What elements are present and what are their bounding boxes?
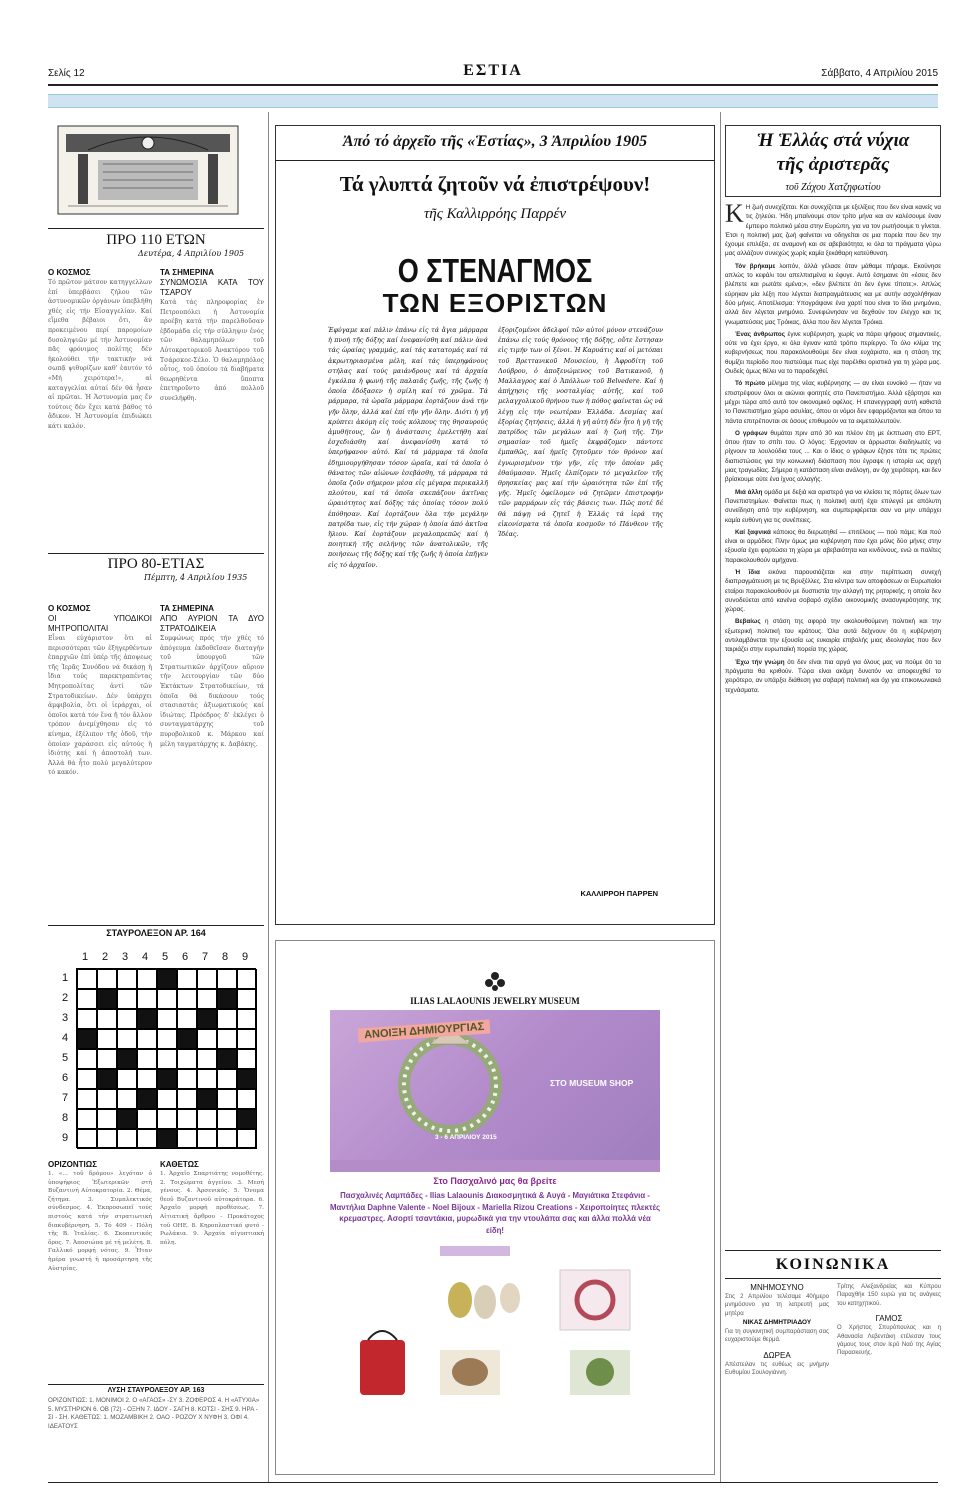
paragraph: μέλημα της νέας κυβέρνησης — αν είναι ευνοϊκό — ήταν να επιστρέψουν όλοι οι αιώνιοι φοιτητές στο Πανεπιστήμιο. [725, 380, 941, 397]
advert-dates: 3 - 6 ΑΠΡΙΛΙΟΥ 2015 [435, 1134, 497, 1141]
poster-title-1: Ο ΣΤΕΝΑΓΜΟΣ [397, 252, 593, 289]
footer-rule [48, 1482, 938, 1483]
lead-in: Έχω τήν γνώμη [735, 658, 785, 666]
crossword-column-number: 7 [202, 951, 209, 963]
lead-in: Τόν βρήκαμε [735, 262, 776, 270]
lead-in: Ένας άνθρωπος [735, 330, 786, 338]
across-head: ΟΡΙΖΟΝΤΙΩΣ [48, 1160, 97, 1169]
paragraph: λοιπόν, άλλά γέλασε όταν μάθαμε πήραμε. Εκούνησε απλώς το κεφάλι του απελπισμένα κι έφυγε. [725, 262, 941, 280]
crossword-column-number: 5 [162, 951, 169, 963]
crossword [48, 950, 264, 1156]
opinion-title-1: Ἡ Ἑλλάς στά νύχια [756, 130, 910, 151]
advert-strip [330, 1160, 660, 1172]
history-box-1935 [48, 556, 264, 582]
page-number: Σελίς 12 [48, 68, 85, 79]
social-notices: ΜΝΗΜΟΣΥΝΟ Στις 2 Απριλίου τελέσαμε 40ήμερο μνημόσυνο για τη λατρευτή μας μητέρα ΝΙΚΑΣ ΔΗΜΗΤΡΙΑΔΟΥ Για τη συγκινητική συμπαράσταση σας ευχαριστούμε θερμά. ΔΩΡΕΑ Απέστειλαν τις ευθέως εις μνήμην Ευθυμίου Σουλογιάννη. Τρίτης Αλεξανδρείας και Κύπρου Παραχθήκ 150 ευρώ για τις ανάγκες του κατηχητικού. ΓΑΜΟΣ Ο Χρήστος Σπυρόπουλος και η Αθανασία Λεβεντάκη ετέλεσαν τους γάμους τους στον Ιερό Ναό της Αγίας Παρασκευής. [725, 1283, 941, 1377]
social-title: ΚΟΙΝΩΝΙΚΑ [775, 1256, 891, 1273]
crossword-row-number: 9 [62, 1132, 69, 1144]
article-byline: τῆς Καλλιρρόης Παρρέν [423, 206, 567, 222]
left-rule-4 [48, 1384, 264, 1385]
article-body-col1: Ἐφύγαμε καί πάλιν ἐπάνω εἰς τά ἄγια μάρμαρα ἡ πνοή τῆς δόξης καί ἐνεφανίσθη καί πάλιν ἀνά τάς ὡραίας γραμμάς, καί τάς κατατομάς καί τά ἀκρωτηριασμένα μέλη, καί τάς ὑπερηφάνους στήλας καί τούς μαιάνδρους καί τά ἀρχαία ἐγκόλπα ἡ φωνή τῆς παλαιᾶς ζωῆς, τῆς ζωῆς ἡ ὁποία ἐδόξασεν ἡ σμίλη καί τό χρῶμα. Τά μάρμαρα, τά ὡραῖα μάρμαρα ἑορτάζουν ἀνά τήν γῆν ὅλην, ἀλλά καί ἐπί τῆν γῆν ὅλην. Διότι ἡ γῆ κρύπτει ἀκόμη εἰς τούς κόλπους της θησαυρούς ἀμυθήτους, ὥν ἡ ἀνάστασις ἐμελετήθη καί ἐσχεδιάσθη καί ἀνεφανίσθη κατά τό ὑπερήφανον αὐτό. Καί τά μάρμαρα τά ὁποῖα ἐδημιουργήθησαν τόσον ὡραῖα, καί τά ὁποῖα ὁ θάνατος τῶν αἰώνων ἐσεβάσθη, τά μάρμαρα τά ὁποῖα ζοῦν σήμερον μέσα εἰς μέγαρα περικαλλῆ πλούτου, καί τά ὁποῖα σκεπάζουν ἀκτῖνας ὡραιότητος καί δόξης τάς ὁποίας τόσον πολύ ἐπόθησαν. Καί ἑορτάζουν ὅλα τήν μεγάλην πατρίδα των, εἰς τήν χώραν ἡ ὁποία ἀπό ἀκτῖνα ἥλιου. Καί ἑορτάζουν μεγαλοπρεπῶς καί ἡ ποιητική τῆς σελήνης τῶν ἀνατολικῶν, τῆς ποιήσεως τῆς δόξης καί τῆς ζωῆς ἡ ὁποία ἐπῆγεν εἰς τό ἀρχαῖον. [328, 326, 488, 569]
crossword-row-number: 3 [62, 1012, 69, 1024]
box-title: ΠΡΟ 110 ΕΤΩΝ [106, 232, 206, 248]
crossword-row-numbers [58, 968, 74, 1148]
article-body-col2: ἐξοριζομένοι ἀδελφοί τῶν αὐτοί μόνον στενάζουν ἐπάνω εἰς τούς θρόνους τῆς δόξης, οὔτε ἔστησαν εἰς τιμήν των οἱ ξένοι. Ἡ Καρυάτις καί οἱ μετόπαι τοῦ Βρεττανικοῦ Μουσείου, ἡ Ἀφροδίτη τοῦ Λούβρου, ὁ ἀποξενώμενος τοῦ Βατικανοῦ, ἡ Μαλλαγρος καί ὁ Ἀπόλλων τοῦ Belvedere. Καί ἡ ἀπήχησις τῆς νοσταλγίας αὐτῆς, καί τοῦ μελαγχολικοῦ θρήνου των ἡ πόθος φαίνεται ὡς νά λέγῃ εἰς τήν νεωτέραν Ἑλλάδα. Δεσμίας καί ἐξορίας ζητήσεις, ἀλλά ἡ γῆ αὐτή δέν ἦτο ἡ γῆ τῆς πατρίδος τῶν μεγάλων καί ἡ ζωή τῆς. Τήν σημασίαν τοῦ ἡμεῖς ἐκφράζομεν πάντοτε ἐμπαθῶς, καί ἡμεῖς ζητοῦμεν τόν θρόνον καί ἐγνωρισμένον τήν γῆν, εἰς τήν ὁποίαν μᾶς ἐθαύμασαν. Ἡμεῖς ἐλπίζομεν τό μεγαλεῖον τῆς θρησκείας μας καί τήν ὡραιότητα τῶν ἐπί τῆς γῆς. Ἡμεῖς ὀφείλομεν νά ζητῶμεν ἐπιστροφήν τῶν μαρμάρων εἰς τάς βάσεις των. Πῶς ποτέ δέ θά πάψῃ νά ζητεῖ ἡ Ἑλλάς τά ἱερά της εἰκονίσματα τά ὁποῖα κοσμοῦν τό Πάνθεον τῆς Ἰδέας. [498, 326, 663, 539]
header-rule [48, 84, 938, 86]
paragraph: ότι δεν είναι πια αργά για όλους μας να πούμε ότι τα πράγματα θα κριθούν. [725, 658, 941, 675]
issue-date: Σάββατο, 4 Απριλίου 2015 [821, 68, 938, 79]
social-rule [725, 1250, 941, 1251]
masthead: ΕΣΤΙΑ [463, 62, 523, 79]
lead-in: Ἡ ἴδια [735, 568, 760, 576]
paragraph: ομάδα με δεξιά και αριστερά για να κλείσει τις πόρτες όλων των Πανεπιστημίων. [725, 488, 941, 505]
page-header [48, 64, 938, 84]
paragraph: θυμάται πριν από 30 και πλέον έτη με έκπτωση στο ΕΡΤ, όπου ήταν το σπίτι του. [725, 429, 941, 447]
section-subhead: ΑΠΟ ΑΥΡΙΟΝ ΤΑ ΔΥΟ ΣΤΡΑΤΟΔΙΚΕΙΑ [160, 614, 264, 633]
history-text-1905: Ο ΚΟΣΜΟΣ Τό πρῶτον μάτσον κατηγγελλων ἐπί ὑπερβάσει ζήλου τῶν ἀστυνομικῶν ὀργάνων ὑπεβλήθη χθές εἰς τήν Εἰσαγγελίαν. Καί εἴμεθα βέβαιοι ὅτι, ἄν προκειμένου περί παρομοίων δυσοληψιῶν μέ τήν Ἀστυνομίαν πᾶς φρόνιμος πολίτης δέν ἠκολούθει τήν τακτικήν νά σωπᾷ ψιθυρίζων καθ' ἑαυτόν τό «Μή χειρότερα!», αἱ καταγγελίαι αὐταί δέν θά ἦσαν αἱ πρῶται. Ἡ Ἀστυνομία μας ἔν τούτοις δέν ἔχει κατά βάθος τό ἄδικον. Ἡ Ἀστυνομία ἐπιδιώκει κάτι καλόν. ΤΑ ΣΗΜΕΡΙΝΑ ΣΥΝΩΜΟΣΙΑ ΚΑΤΑ ΤΟΥ ΤΣΑΡΟΥ Κατά τάς πληροφορίας ἐν Πετρουπόλει ἡ Ἀστυνομία προέβη κατά τήν παρελθοῦσαν ἑβδομάδα εἰς τήν σύλληψιν ἑνός τῶν θαλαμηπόλων τοῦ Αὐτοκρατορικοῦ Ἀνακτόρου τοῦ Τσάρσκοε-Σέλο. Ὁ θαλαμηπόλος οὗτος, τοῦ ὁποίου τά διαβήματα θεωρηθέντα ὕποπτα ἐπετηροῦντο ἀπό πολλοῦ συνελήφθη. [48, 268, 264, 430]
paragraph: έγινε κυβέρνηση, χωρίς να πάρει ψήφους σημαντικές, ούτε να έχει έργο, κι όλα έγιναν κατά τρόπο περίεργο. [725, 330, 941, 348]
advert-tagline: Στο Πασχαλινό μας θα βρείτε [433, 1176, 557, 1186]
section-head: ΤΑ ΣΗΜΕΡΙΝΑ [160, 268, 214, 277]
crossword-title: ΣΤΑΥΡΟΛΕΞΟΝ ΑΡ. 164 [106, 928, 206, 938]
section-head: ΤΑ ΣΗΜΕΡΙΝΑ [160, 604, 214, 613]
poster-title-2: ΤΩΝ ΕΞΟΡΙΣΤΩΝ [382, 288, 608, 318]
advert-shop-text: ΣΤΟ MUSEUM SHOP [550, 1078, 634, 1088]
crossword-row-number: 7 [62, 1092, 69, 1104]
column-divider [268, 112, 269, 1482]
crossword-row-number: 4 [62, 1032, 69, 1044]
crossword-clues: ΟΡΙΖΟΝΤΙΩΣ 1. «... τοῦ δρόμου» λεγόταν ὁ ὑποψήφιος Ἐξωτερικῶν στή Βυζαντινή Αὐτοκρατορία. 2. Θέμα, ζήτημα. 3. Συμπλεκτικός σύνδεσμος. 4. Ἐκπροσωπεῖ τούς πιστούς κατά τήν στρατιωτική διακυβέρνηση. 5. Τό 409 - Πόλη τῆς Β. Ἰταλίας. 6. Σκοπευτικός ὅρος. 7. Ἀποσιώπα μέ τή μελέτη. 8. Γαλλικό μορφή νότας. 9. Ἦταν ἡμέρα γνωστή ἡ προσάρτηση τῆς Αὐστρίας. ΚΑΘΕΤΩΣ 1. Ἀρχαῖο Σπαρτιάτης νομοθέτης. 2. Τοιχώματα ἀγγείου. 3. Μεσή γένους. 4. Ἀρσενικός. 5. Ὄνομα θεοῦ Βυζαντινοῦ αὐτοκράτορα. 6. Ἀρχαῖο μορφή προθέσεως. 7. Αἰτιατική ἄρθρου - Προκάτοχος τοῦ ΟΗΕ. 8. Κηροπλαστικό φυτό - Ρωλάκια. 9. Ἀρχαία αἰγυπτιακή πόλη. [48, 1160, 264, 1272]
box-date: Δευτέρα, 4 Απριλίου 1905 [138, 249, 245, 258]
crossword-column-number: 9 [242, 951, 249, 963]
notice-head: ΜΝΗΜΟΣΥΝΟ [750, 1283, 804, 1292]
lead-in: Τό πρώτο [735, 380, 766, 388]
advert-banner-image [330, 1010, 660, 1160]
notice-name: ΝΙΚΑΣ ΔΗΜΗΤΡΙΑΔΟΥ [742, 1319, 812, 1327]
crossword-column-number: 6 [182, 951, 189, 963]
article-signature: ΚΑΛΛΙΡΡΟΗ ΠΑΡΡΕΝ [580, 889, 658, 898]
opinion-title-2: τῆς ἀριστερᾶς [776, 154, 890, 175]
paragraph: Η ζωή συνεχίζεται. Και συνεχίζεται με εξελίξεις που δεν είναι κανείς να τις ζηλεύει. Ήδη μπαίνουμε στον τρίτο μήνα και αν καλέσουμε έναν έμπειρο πολιτικό μέσα στην Ευρώπη, για να τον ρωτήσουμε τι γίνεται. [745, 204, 941, 230]
crossword-row-number: 1 [62, 972, 69, 984]
drop-cap: Κ [725, 203, 744, 228]
solution-text: ΟΡΙΖΟΝΤΙΩΣ: 1. ΜΟΝΙΜΟΙ 2. Ο «ΑΓΑΟΣ» -ΣΥ 3. ΖΟΦΕΡΟΣ 4. Η «ΑΤΥΧΙΑ» 5. ΜΥΣΤΗΡΙΟΝ 6. ΟΒ (72) - ΟΞΗΝ 7. ΙΔΟΥ - ΣΑΓΗ 8. ΚΟΤΣΙ - ΣΗΣ 9. ΗΡΑ - ΣΙ - ΣΗ. ΚΑΘΕΤΩΣ: 1. ΜΟΖΑΜΒΙΚΗ 2. ΟΑΟ - ΡΟΖΟΥ Χ ΝΥΦΗ 3. ΟΦΙ 4. ΙΔΕΑΤΟΥΣ [48, 1397, 260, 1430]
advert-collage [330, 1240, 660, 1400]
solution-head: ΛΥΣΗ ΣΤΑΥΡΟΛΕΞΟΥ ΑΡ. 163 [107, 1387, 205, 1394]
history-box-1905 [48, 232, 264, 258]
lead-in: Μιά άλλη [735, 488, 763, 496]
lead-in: Ο γράφων [735, 429, 768, 437]
archive-rule [275, 160, 715, 161]
crossword-column-number: 4 [142, 951, 149, 963]
crossword-column-numbers [76, 950, 256, 966]
opinion-byline: τοῦ Ζάχου Χατζηφωτίου [785, 182, 881, 193]
left-rule-2 [48, 553, 264, 554]
left-rule [48, 228, 264, 229]
crossword-column-number: 1 [82, 951, 89, 963]
lead-in: Καί ξαφνικά [735, 528, 771, 536]
box-title: ΠΡΟ 80-ΕΤΙΑΣ [107, 556, 205, 572]
notice-head: ΔΩΡΕΑ [763, 1350, 791, 1360]
section-subhead: ΣΥΝΩΜΟΣΙΑ ΚΑΤΑ ΤΟΥ ΤΣΑΡΟΥ [160, 278, 264, 297]
crossword-grid[interactable] [76, 968, 256, 1148]
notice-head: ΓΑΜΟΣ [875, 1314, 903, 1324]
crossword-row-number: 2 [62, 992, 69, 1004]
paragraph: η στάση της αφορά την ακολουθούμενη πολιτική και την εξωτερική πολιτική του κράτους. [725, 618, 941, 635]
down-head: ΚΑΘΕΤΩΣ [160, 1160, 199, 1169]
advert-banner-text: ΑΝΟΙΞΗ ΔΗΜΙΟΥΡΓΙΑΣ [358, 1019, 491, 1042]
section-head: Ο ΚΟΣΜΟΣ [48, 604, 91, 613]
crossword-row-number: 6 [62, 1072, 69, 1084]
crossword-column-number: 2 [102, 951, 109, 963]
left-rule-3 [48, 925, 264, 926]
crossword-row-number: 8 [62, 1112, 69, 1124]
paragraph: εικόνα παρουσιάζεται και στην περίπτωση συνεχή διαπραγμάτευση με τις Βρυξέλλες. [725, 568, 941, 586]
crossword-column-number: 3 [122, 951, 129, 963]
paragraph: κάποιος θα διερωτηθεί — επιτέλους — πού πάμε; Και πού είναι οι αρμόδιοι; [725, 528, 941, 546]
lead-in: Βεβαίως [735, 618, 761, 626]
archive-title: Ἀπό τό ἀρχεῖο τῆς «Ἑστίας», 3 Ἀπριλίου 1905 [342, 133, 648, 150]
crossword-row-number: 5 [62, 1052, 69, 1064]
section-head: Ο ΚΟΣΜΟΣ [48, 268, 91, 277]
color-band [48, 94, 938, 108]
advert-brand: ILIAS LALAOUNIS JEWELRY MUSEUM [410, 996, 580, 1006]
social-rule [725, 1278, 941, 1279]
section-subhead: ΟΙ ΥΠΟΔΙΚΟΙ ΜΗΤΡΟΠΟΛΙΤΑΙ [48, 614, 152, 633]
box-date: Πέμπτη, 4 Απριλίου 1935 [144, 573, 248, 582]
column-divider [720, 112, 721, 1482]
crossword-column-number: 8 [222, 951, 229, 963]
engraving-illustration [48, 120, 248, 218]
advert-body: Πασχαλινές Λαμπάδες - Ilias Lalaounis Διακοσμητικά & Αυγά - Μαγιάτικα Στεφάνια - Μαντήλια Daphne Valente - Noel Bijoux - Mariella Rizou Creations - Χειροποίητες πλεκτές κρεμαστρες. Ασορτί τσαντάκια, μυρωδικά για την ντουλάπα σας και άλλα πολλά νέα είδη! [330, 1191, 661, 1235]
history-text-1935: Ο ΚΟΣΜΟΣ ΟΙ ΥΠΟΔΙΚΟΙ ΜΗΤΡΟΠΟΛΙΤΑΙ Εἶναι εὐχάριστον ὅτι αἱ περισσότεραι τῶν ἐξηγερθέντων ἐπαρχιῶν ἐπί ὑπέρ τῆς ἀποψεως τῆς Ἱερᾶς Συνόδου νά δικάσῃ ἡ ἴδια τούς παρεκτραπέντας Μητροπολίτας ἀντί τῶν Στρατοδικείων. Δέν ὑπάρχει ἀμφιβολία, ὅτι οἱ ἱεράρχαι, οἱ ὁποῖοι κατά τόν ἕνα ἤ τόν ἄλλον τρόπον ἀνεμίχθησαν εἰς τό κίνημα, ἐξέλιπον τῆς ὁδοῦ, τήν ὁποίαν χαράσσει εἰς αὐτούς ἡ ἰδιότης καί ἡ ἀποστολή των. Ἀλλά θά ἦτο πολύ μεγαλύτερον τό κακόν. ΤΑ ΣΗΜΕΡΙΝΑ ΑΠΟ ΑΥΡΙΟΝ ΤΑ ΔΥΟ ΣΤΡΑΤΟΔΙΚΕΙΑ Συμφώνως πρός τήν χθές τό ἀπόγευμα ἐκδοθεῖσαν διαταγήν τοῦ ὑπουργοῦ τῶν Στρατιωτικῶν ἀρχίζουν αὔριον τήν λειτουργίαν τῶν δύο Ἐκτάκτων Στρατοδικείων, τά ὁποῖα θά δικάσουν τούς στασιαστάς ἀξιωματικούς καί ἰδιώτας. Πρόεδρος δ' ἐκλέγει ὁ συνταγματάρχης τοῦ πυροβολικοῦ κ. Μάρκου καί μέλη ταγματάρχης κ. Δαβάκης. [48, 604, 264, 777]
museum-logo-icon [483, 970, 507, 992]
article-headline: Τά γλυπτά ζητοῦν νά ἐπιστρέψουν! [339, 172, 651, 196]
opinion-body: Κ Η ζωή συνεχίζεται. Και συνεχίζεται με εξελίξεις που δεν είναι κανείς να τις ζηλεύει. Ήδη μπαίνουμε στον τρίτο μήνα και αν καλέσουμε έναν έμπειρο πολιτικό μέσα στην Ευρώπη, για να τον ρωτήσουμε τι γίνεται. Έτσι η πολιτική μας ζωή φαίνεται να οδηγείται σε μια πορεία που δεν την έχουμε επιλέξει, σε αναμονή και σε αβεβαιότητα, κι όλα τα πράγματα γύρω μας αλλάζουν συνεχώς χωρίς καμία ξεκάθαρη κατεύθυνση. Τόν βρήκαμε λοιπόν, άλλά γέλασε όταν μάθαμε πήραμε. Εκούνησε απλώς το κεφάλι του απελπισμένα κι έφυγε. Αυτό έσημαινε ότι «έσεις δεν βλέπετε και ρωτάτε εμένα;», «δεν βλέπετε ότι δεν έγινε τίποτε;». Απλώς εύρηκαν μία λέξη που λέγεται διαπραγμάτευσις και με αυτήν ασχολήθηκαν δύο μήνες. Αποτέλεσμα: Υπογράψανε ένα χαρτί που είναι το ίδιο μνημόνιο, αλλά δεν λέγεται μνημόνιο. Συνεφώνησαν να δεχθούν τον έλεγχο και τις γνωματεύσεις μας Τρόικας, άλλα που δεν λέγεται Τρόικα. Ένας άνθρωπος έγινε κυβέρνηση, χωρίς να πάρει ψήφους σημαντικές, ούτε να έχει έργο, κι όλα έγιναν κατά τρόπο περίεργο. Το όλο κλίμα της κυβερνήσεως που παρακολουθούμε δεν είναι ευχάριστο, και η στάση της θυμίζει περίοδο που πιστεύαμε πως είχε παρέλθει οριστικά για τη χώρα μας. Ουδείς όμως θέλει να το παραδεχθεί. Τό πρώτο μέλημα της νέας κυβέρνησης — αν είναι ευνοϊκό — ήταν να επιστρέψουν όλοι οι αιώνιοι φοιτητές στο Πανεπιστήμιο. Άλλά εξάρτησε και μέχρι τώρα από αυτό τον οικονομικό οφέλος. Η επανεγγραφή αυτή καθιστά το Πανεπιστήμιο χώρο ασυλίας, όπου οι νόμοι δεν εφαρμόζονται και όπου τα πάντα επιτρέπονται σε όσους επιθυμούν να τα εκμεταλλευτούν. Ο γράφων θυμάται πριν από 30 και πλέον έτη με έκπτωση στο ΕΡΤ, όπου ήταν το σπίτι του. Ο λόγος: Έρχονταν οι άρρωστοι διαδηλωτές να ρίχνουν τα λουλούδια τους ... Και ο ίδιος ο γράφων έζησε τότε τις πρώτες διαπιστώσεις για την κοινωνική διάσπαση που έγραψε η ιστορία ως αρχή μιας τραγωδίας. Σήμερα η κατάσταση είναι ανάλογη, αν όχι χειρότερη, και δεν βρίσκουμε ούτε ένα ίχνος αλλαγής. Μιά άλλη ομάδα με δεξιά και αριστερά για να κλείσει τις πόρτες όλων των Πανεπιστημίων. Φαίνεται πως η πολιτική αυτή έχει επιλεγεί με απόλυτη συνείδηση από την κυβέρνηση, και συμπεριφέρεται σαν να μην υπάρχει καμία ευθύνη για τις συνέπειες. Καί ξαφνικά κάποιος θα διερωτηθεί — επιτέλους — πού πάμε; Και πού είναι οι αρμόδιοι; Πλην όμως μια κυβέρνηση που έχει μόλις δύο μήνες στην εξουσία έχει φορτώσει τη χώρα με αβεβαιότητα και κινδύνους, ενώ οι πολίτες παρακολουθούν αμήχανα. Ἡ ἴδια εικόνα παρουσιάζεται και στην περίπτωση συνεχή διαπραγμάτευση με τις Βρυξέλλες. Στα κέντρα των αποφάσεων οι Ευρωπαίοι εταίροι παρακολουθούν με δυσπιστία την αλλαγή της ρητορικής, η οποία δεν συνοδεύεται από κανένα σοβαρό σχέδιο οικονομικής ανασυγκρότησης της χώρας. Βεβαίως η στάση της αφορά την ακολουθούμενη πολιτική και την εξωτερική πολιτική του κράτους. Όλα αυτά δείχνουν ότι η κυβέρνηση αντιλαμβάνεται την εξουσία ως ευκαιρία επιβολής μιας ιδεολογίας που δεν ταιριάζει στην ευρωπαϊκή πορεία της χώρας. Έχω τήν γνώμη ότι δεν είναι πια αργά για όλους μας να πούμε ότι τα πράγματα θα κριθούν. Τώρα είναι ακόμη δυνατόν να αποφευχθεί το χειρότερο, αν υπάρξει διάθεση για σοβαρή πολιτική και όχι για επικοινωνιακά τεχνάσματα. [725, 203, 941, 694]
